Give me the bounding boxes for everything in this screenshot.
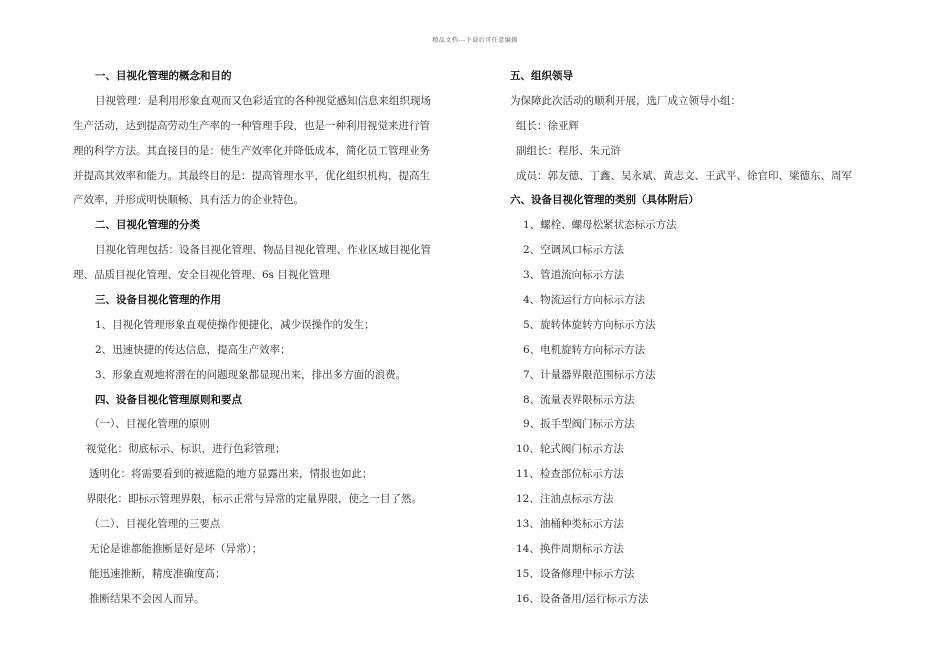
paragraph-line: 产效率，并形成明快顺畅、具有活力的企业特色。 <box>73 194 304 207</box>
list-item: 无论是谁都能推断是好是坏（异常）； <box>89 542 263 555</box>
paragraph-line: 为保障此次活动的顺利开展，选厂成立领导小组： <box>510 94 741 107</box>
list-item: 1、目视化管理形象直观使操作便捷化，减少误操作的发生； <box>95 318 375 331</box>
category-item: 8、流量表界限标示方法 <box>523 393 635 406</box>
list-item: 透明化：将需要看到的被遮隐的地方显露出来，情报也如此； <box>89 468 373 481</box>
list-item: 2、迅速快捷的传达信息，提高生产效率； <box>95 343 291 356</box>
category-item: 3、管道流向标示方法 <box>523 269 625 282</box>
category-item: 12、注油点标示方法 <box>516 493 614 506</box>
list-item: 视觉化：彻底标示、标识，进行色彩管理； <box>86 443 286 456</box>
section-title-principles: 四、设备目视化管理原则和要点 <box>95 393 242 406</box>
section-title-classification: 二、目视化管理的分类 <box>95 219 200 232</box>
members-line: 成员：郭友德、丁鑫、吴永斌、黄志文、王武平、徐官印、梁德东、周军 <box>516 169 852 182</box>
left-column <box>73 64 463 612</box>
category-item: 9、扳手型阀门标示方法 <box>523 418 635 431</box>
category-item: 7、计量器界限范围标示方法 <box>523 368 656 381</box>
paragraph-line: 目视管理：是利用形象直观而又色彩适宜的各种视觉感知信息来组织现场 <box>95 94 431 107</box>
list-item: 界限化：即标示管理界限，标示正常与异常的定量界限，使之一目了然。 <box>86 493 422 506</box>
paragraph-line: 理的科学方法。其直接目的是：使生产效率化并降低成本，简化员工管理业务 <box>73 144 430 157</box>
list-item: 3、形象直观地将潜在的问题现象都显现出来，排出多方面的浪费。 <box>95 368 407 381</box>
section-title-organization: 五、组织领导 <box>510 70 573 82</box>
category-item: 10、轮式阀门标示方法 <box>516 443 624 456</box>
leader-line: 组长：徐亚辉 <box>516 119 579 132</box>
paragraph-line: 目视化管理包括：设备目视化管理、物品目视化管理、作业区域目视化管 <box>95 244 431 257</box>
category-item: 4、物流运行方向标示方法 <box>523 294 646 307</box>
list-item: 推断结果不会因人而异。 <box>89 592 205 605</box>
category-item: 16、设备备用/运行标示方法 <box>516 592 649 605</box>
category-item: 11、检查部位标示方法 <box>516 468 624 481</box>
paragraph-line: 并提高其效率和能力。其最终目的是：提高管理水平，优化组织机构，提高生 <box>73 169 430 182</box>
section-title-categories: 六、设备目视化管理的类别（具体附后） <box>510 194 699 207</box>
category-item: 5、旋转体旋转方向标示方法 <box>523 318 656 331</box>
category-item: 2、空调风口标示方法 <box>523 244 625 257</box>
category-item: 1、螺栓、螺母松紧状态标示方法 <box>523 219 677 232</box>
section-title-concept: 一、目视化管理的概念和目的 <box>95 70 232 82</box>
category-item: 14、换件周期标示方法 <box>516 542 624 555</box>
section-title-function: 三、设备目视化管理的作用 <box>95 294 221 307</box>
subsection-title: （二）、目视化管理的三要点 <box>89 518 221 531</box>
list-item: 能迅速推断，精度准确度高； <box>89 567 226 580</box>
category-item: 6、电机旋转方向标示方法 <box>523 343 646 356</box>
deputy-line: 副组长：程彤、朱元浒 <box>516 144 621 157</box>
category-item: 15、设备修理中标示方法 <box>516 567 635 580</box>
paragraph-line: 理、品质目视化管理、安全目视化管理、6s 目视化管理 <box>73 269 330 282</box>
subsection-title: （一）、目视化管理的原则 <box>89 418 210 431</box>
header-note: 精品文档---下载后可任意编辑 <box>432 37 518 44</box>
paragraph-line: 生产活动，达到提高劳动生产率的一种管理手段，也是一种利用视觉来进行管 <box>73 119 430 132</box>
right-column <box>510 64 890 612</box>
category-item: 13、油桶种类标示方法 <box>516 518 624 531</box>
